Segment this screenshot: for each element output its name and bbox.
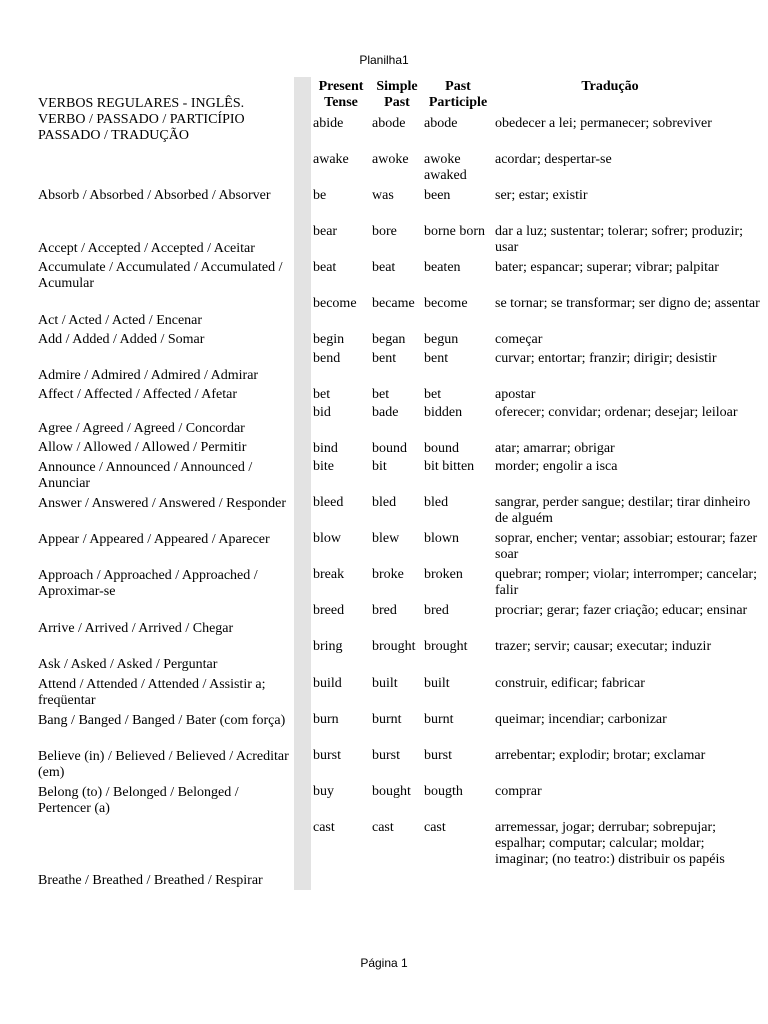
- table-cell: procriar; gerar; fazer criação; educar; ensinar: [495, 603, 748, 618]
- regular-verb-item: Announce / Announced / Announced / Anunciar: [38, 460, 253, 491]
- table-cell: be: [313, 188, 327, 203]
- table-cell: begin: [313, 332, 345, 347]
- table-cell: abode: [424, 116, 458, 131]
- page-header: Planilha1: [359, 53, 409, 67]
- regular-verb-item: Believe (in) / Believed / Believed / Acreditar (em): [38, 749, 289, 780]
- regular-verb-item: Answer / Answered / Answered / Responder: [38, 496, 287, 511]
- table-cell: blew: [372, 531, 400, 546]
- table-cell: bound: [424, 441, 459, 456]
- table-cell: bled: [424, 495, 449, 510]
- regular-verb-item: Accumulate / Accumulated / Accumulated / Acumular: [38, 260, 283, 291]
- regular-verb-item: Attend / Attended / Attended / Assistir a; freqüentar: [38, 677, 266, 708]
- table-cell: beaten: [424, 260, 461, 275]
- table-cell: queimar; incendiar; carbonizar: [495, 712, 667, 727]
- table-cell: bite: [313, 459, 334, 474]
- table-cell: break: [313, 567, 345, 582]
- table-cell: ser; estar; existir: [495, 188, 588, 203]
- table-cell: bind: [313, 441, 338, 456]
- table-cell: bend: [313, 351, 341, 366]
- regular-verb-item: Belong (to) / Belonged / Belonged / Pertencer (a): [38, 785, 239, 816]
- regular-verb-item: Affect / Affected / Affected / Afetar: [38, 387, 238, 402]
- table-cell: cast: [424, 820, 446, 835]
- table-cell: bet: [313, 387, 331, 402]
- table-cell: cast: [372, 820, 394, 835]
- table-cell: bit bitten: [424, 459, 475, 474]
- table-cell: burst: [372, 748, 400, 763]
- regular-verb-item: Add / Added / Added / Somar: [38, 332, 205, 347]
- regular-verb-item: Act / Acted / Acted / Encenar: [38, 313, 203, 328]
- table-cell: começar: [495, 332, 543, 347]
- table-cell: burn: [313, 712, 339, 727]
- table-cell: bring: [313, 639, 343, 654]
- header-simple-past: Simple Past: [376, 79, 418, 110]
- table-cell: acordar; despertar-se: [495, 152, 612, 167]
- regular-verb-item: Admire / Admired / Admired / Admirar: [38, 368, 259, 383]
- table-cell: bred: [424, 603, 449, 618]
- regular-verb-item: Allow / Allowed / Allowed / Permitir: [38, 440, 247, 455]
- table-cell: bet: [424, 387, 442, 402]
- table-cell: bid: [313, 405, 331, 420]
- table-cell: bought: [372, 784, 411, 799]
- regular-verb-item: Bang / Banged / Banged / Bater (com força): [38, 713, 286, 728]
- table-cell: became: [372, 296, 415, 311]
- table-cell: bade: [372, 405, 399, 420]
- table-cell: brought: [424, 639, 468, 654]
- table-cell: curvar; entortar; franzir; dirigir; desistir: [495, 351, 717, 366]
- table-cell: bled: [372, 495, 397, 510]
- header-present-tense: Present Tense: [318, 79, 364, 110]
- table-cell: bore: [372, 224, 397, 239]
- regular-verb-item: Arrive / Arrived / Arrived / Chegar: [38, 621, 234, 636]
- table-cell: bear: [313, 224, 338, 239]
- table-cell: broke: [372, 567, 404, 582]
- table-cell: abide: [313, 116, 344, 131]
- page-footer: Página 1: [360, 956, 408, 970]
- table-cell: beat: [313, 260, 337, 275]
- table-cell: apostar: [495, 387, 536, 402]
- table-cell: abode: [372, 116, 406, 131]
- table-cell: blow: [313, 531, 341, 546]
- table-cell: brought: [372, 639, 416, 654]
- left-title: VERBOS REGULARES - INGLÊS. VERBO / PASSADO / PARTICÍPIO PASSADO / TRADUÇÃO: [38, 96, 245, 143]
- table-cell: burnt: [372, 712, 402, 727]
- table-cell: breed: [313, 603, 345, 618]
- regular-verb-item: Absorb / Absorbed / Absorbed / Absorver: [38, 188, 271, 203]
- table-cell: sangrar, perder sangue; destilar; tirar dinheiro de alguém: [495, 495, 751, 526]
- table-cell: obedecer a lei; permanecer; sobreviver: [495, 116, 712, 131]
- table-cell: bred: [372, 603, 397, 618]
- table-cell: burst: [313, 748, 341, 763]
- table-cell: borne born: [424, 224, 486, 239]
- table-cell: beat: [372, 260, 396, 275]
- table-cell: arrebentar; explodir; brotar; exclamar: [495, 748, 706, 763]
- table-cell: buy: [313, 784, 334, 799]
- table-cell: bougth: [424, 784, 463, 799]
- table-cell: atar; amarrar; obrigar: [495, 441, 615, 456]
- table-cell: awake: [313, 152, 349, 167]
- table-cell: comprar: [495, 784, 542, 799]
- table-cell: broken: [424, 567, 463, 582]
- table-cell: bet: [372, 387, 390, 402]
- table-cell: bater; espancar; superar; vibrar; palpitar: [495, 260, 719, 275]
- regular-verb-item: Agree / Agreed / Agreed / Concordar: [38, 421, 245, 436]
- table-cell: bent: [424, 351, 449, 366]
- table-cell: dar a luz; sustentar; tolerar; sofrer; produzir; usar: [495, 224, 744, 255]
- header-traducao: Tradução: [581, 79, 639, 94]
- table-cell: begun: [424, 332, 459, 347]
- table-cell: bent: [372, 351, 397, 366]
- table-cell: become: [313, 296, 357, 311]
- table-cell: trazer; servir; causar; executar; induzir: [495, 639, 712, 654]
- table-cell: blown: [424, 531, 459, 546]
- table-cell: burst: [424, 748, 452, 763]
- table-cell: become: [424, 296, 468, 311]
- regular-verb-item: Approach / Approached / Approached / Aproximar-se: [38, 568, 258, 599]
- regular-verb-item: Ask / Asked / Asked / Perguntar: [38, 657, 218, 672]
- table-cell: bleed: [313, 495, 344, 510]
- table-cell: burnt: [424, 712, 454, 727]
- table-cell: construir, edificar; fabricar: [495, 676, 645, 691]
- table-cell: bidden: [424, 405, 463, 420]
- regular-verb-item: Accept / Accepted / Accepted / Aceitar: [38, 241, 255, 256]
- table-cell: cast: [313, 820, 335, 835]
- table-cell: morder; engolir a isca: [495, 459, 618, 474]
- table-cell: was: [372, 188, 394, 203]
- table-cell: been: [424, 188, 451, 203]
- header-past-participle: Past Participle: [428, 79, 488, 110]
- table-cell: awoke awaked: [424, 152, 467, 183]
- column-shade: [294, 77, 311, 890]
- table-cell: quebrar; romper; violar; interromper; cancelar; falir: [495, 567, 757, 598]
- table-cell: arremessar, jogar; derrubar; sobrepujar; espalhar; computar; calcular; moldar; imaginar; (no teatro:) distribuir os papéis: [495, 820, 725, 867]
- table-cell: oferecer; convidar; ordenar; desejar; leiloar: [495, 405, 738, 420]
- table-cell: build: [313, 676, 342, 691]
- table-cell: built: [424, 676, 450, 691]
- table-cell: soprar, encher; ventar; assobiar; estourar; fazer soar: [495, 531, 758, 562]
- regular-verb-item: Breathe / Breathed / Breathed / Respirar: [38, 873, 263, 888]
- regular-verb-item: Appear / Appeared / Appeared / Aparecer: [38, 532, 270, 547]
- table-cell: built: [372, 676, 398, 691]
- table-cell: began: [372, 332, 406, 347]
- table-cell: bit: [372, 459, 387, 474]
- table-cell: bound: [372, 441, 407, 456]
- table-cell: awoke: [372, 152, 409, 167]
- table-cell: se tornar; se transformar; ser digno de; assentar: [495, 296, 760, 311]
